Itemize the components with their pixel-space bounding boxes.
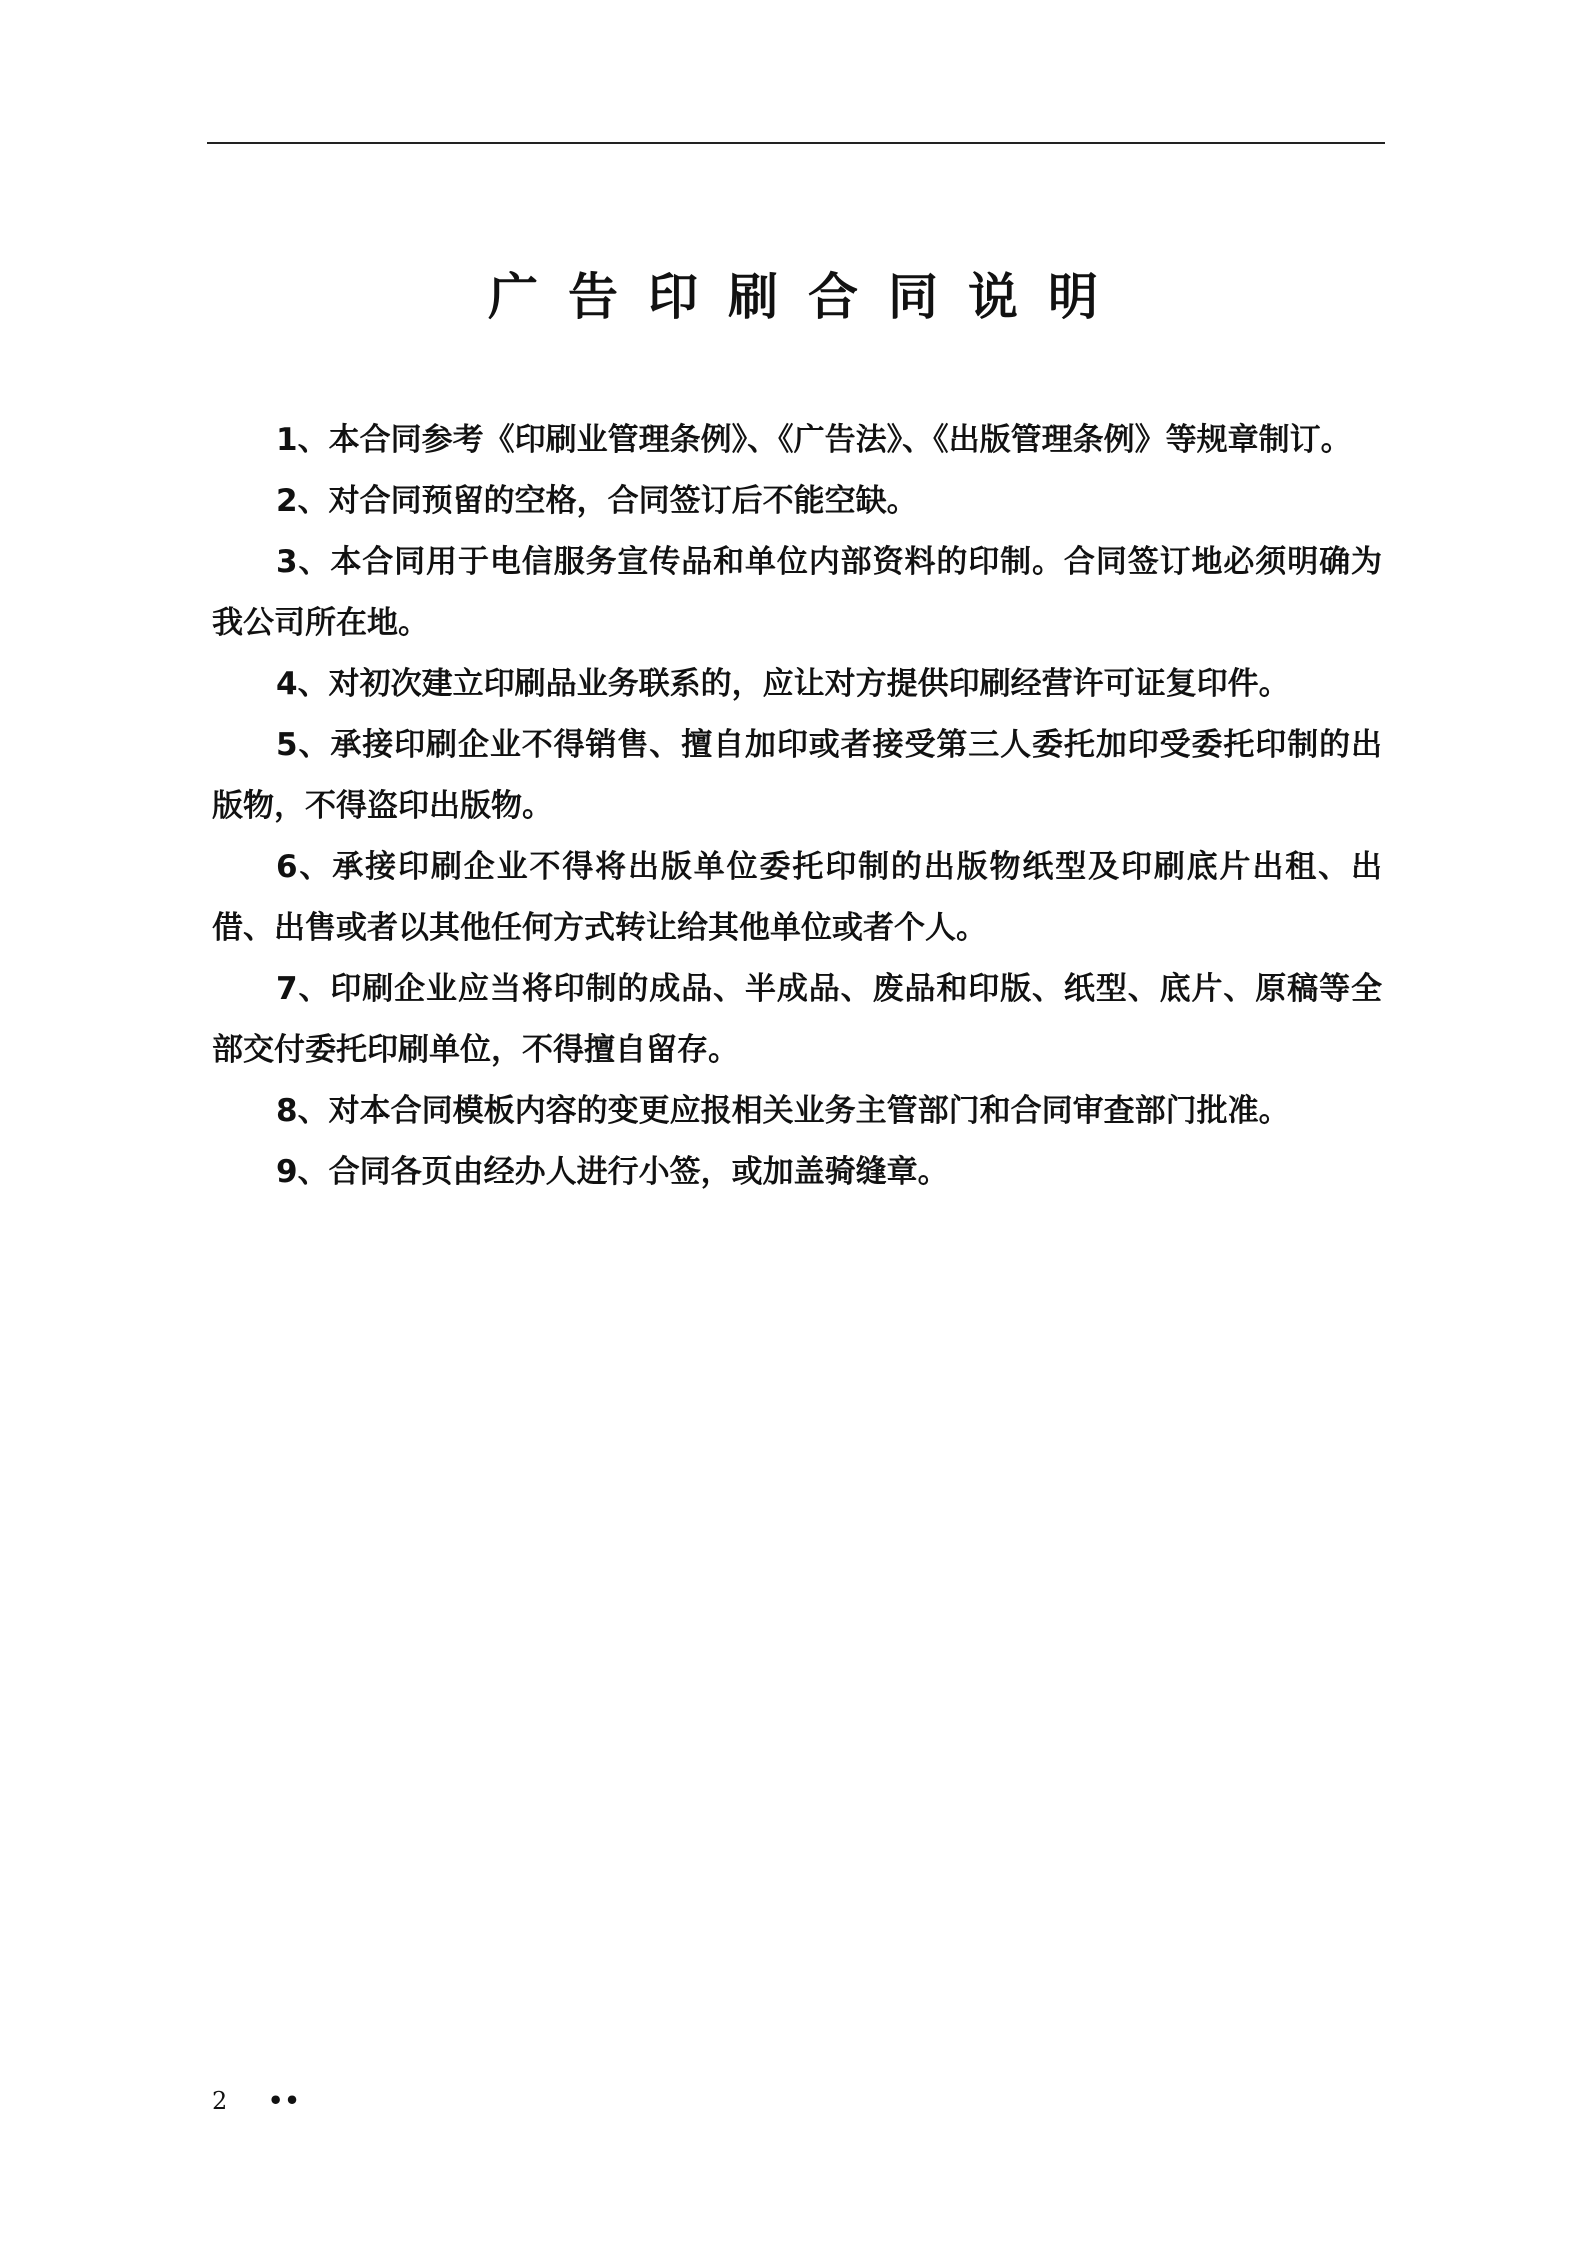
clause-7: 7、印刷企业应当将印制的成品、半成品、废品和印版、纸型、底片、原稿等全部交付委托印刷单位，不得擅自留存。: [212, 971, 1382, 1068]
footer-mark: ••: [268, 2086, 301, 2115]
document-title: 广告印刷合同说明: [488, 268, 1128, 326]
clause-1: 1、本合同参考《印刷业管理条例》、《广告法》、《出版管理条例》等规章制订。: [276, 422, 1352, 458]
clause-3: 3、本合同用于电信服务宣传品和单位内部资料的印制。合同签订地必须明确为我公司所在地。: [212, 544, 1382, 641]
clause-4: 4、对初次建立印刷品业务联系的，应让对方提供印刷经营许可证复印件。: [276, 666, 1290, 702]
clause-2: 2、对合同预留的空格，合同签订后不能空缺。: [276, 483, 918, 519]
clause-5: 5、承接印刷企业不得销售、擅自加印或者接受第三人委托加印受委托印制的出版物，不得盗印出版物。: [212, 727, 1382, 824]
clause-9: 9、合同各页由经办人进行小签，或加盖骑缝章。: [276, 1154, 949, 1190]
page-number: 2: [212, 2087, 228, 2115]
header-rule: [207, 142, 1385, 144]
clause-6: 6、承接印刷企业不得将出版单位委托印制的出版物纸型及印刷底片出租、出借、出售或者以其他任何方式转让给其他单位或者个人。: [212, 849, 1382, 946]
clause-8: 8、对本合同模板内容的变更应报相关业务主管部门和合同审查部门批准。: [276, 1093, 1290, 1129]
clause-list: [212, 410, 1382, 1203]
